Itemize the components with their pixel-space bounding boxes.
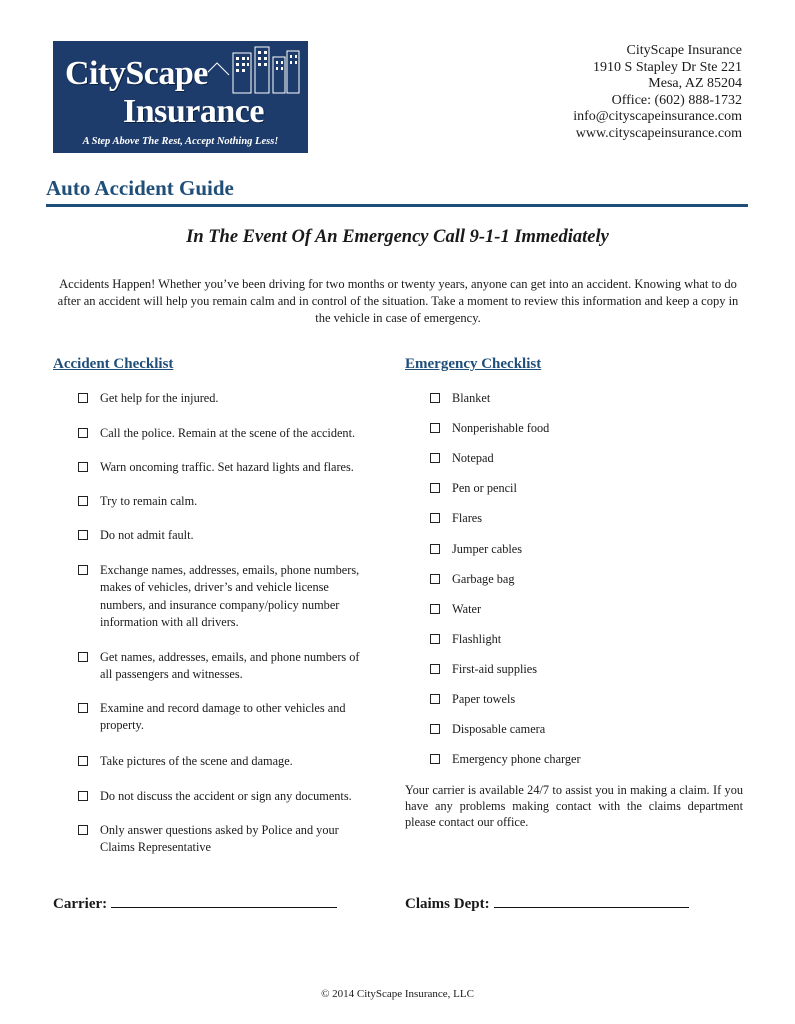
checklist-item-line: Examine and record damage to other vehicles and (100, 701, 346, 715)
address-company: CityScape Insurance (626, 43, 742, 58)
checklist-item-text (100, 527, 194, 544)
checklist-item-line: Try to remain calm. (100, 494, 198, 508)
emergency-checklist-heading: Emergency Checklist (405, 356, 542, 372)
checkbox[interactable] (430, 544, 440, 554)
checklist-item-text (100, 459, 354, 476)
checkbox[interactable] (430, 513, 440, 523)
checklist-item-line: numbers, and insurance company/policy number (100, 597, 340, 612)
checklist-item-text: Water (452, 601, 482, 616)
checkbox[interactable] (78, 825, 88, 835)
checkbox[interactable] (78, 428, 88, 438)
checkbox[interactable] (430, 453, 440, 463)
claims-dept-blank-line[interactable] (494, 893, 689, 908)
checkbox[interactable] (430, 724, 440, 734)
logo-line2: Insurance (123, 93, 264, 130)
checklist-item-line: information with all drivers. (100, 615, 239, 630)
checklist-item-text: Notepad (452, 451, 494, 466)
checklist-item-text: Flashlight (452, 631, 502, 646)
checklist-item-line: makes of vehicles, driver’s and vehicle license (100, 580, 329, 595)
title-divider (46, 204, 748, 207)
checklist-item-line: Get help for the injured. (100, 391, 219, 405)
checkbox[interactable] (430, 694, 440, 704)
checklist-item-text: Disposable camera (452, 722, 546, 737)
checklist-item-text (100, 753, 293, 770)
checkbox[interactable] (78, 791, 88, 801)
checkbox[interactable] (78, 703, 88, 713)
checkbox[interactable] (430, 664, 440, 674)
address-city: Mesa, AZ 85204 (648, 76, 742, 92)
checklist-item-line: Do not admit fault. (100, 528, 194, 542)
checkbox[interactable] (78, 462, 88, 472)
checklist-item-text: Blanket (452, 391, 491, 405)
checklist-item-text: Nonperishable food (452, 421, 550, 436)
address-phone: Office: (602) 888-1732 (611, 92, 742, 108)
checklist-item-line: Exchange names, addresses, emails, phone numbers, (100, 563, 360, 577)
checkbox[interactable] (430, 634, 440, 644)
checklist-item-text (100, 700, 346, 735)
checklist-item-line: Take pictures of the scene and damage. (100, 754, 293, 768)
checklist-item-text (100, 390, 219, 407)
checklist-item-text: Flares (452, 511, 483, 526)
checkbox[interactable] (430, 574, 440, 584)
address-street: 1910 S Stapley Dr Ste 221 (593, 59, 742, 75)
checkbox[interactable] (430, 393, 440, 403)
checklist-item-line: Claims Representative (100, 840, 211, 855)
checkbox[interactable] (430, 423, 440, 433)
checklist-item-text (100, 788, 352, 805)
checkbox[interactable] (78, 530, 88, 540)
company-logo (53, 41, 308, 153)
checklist-item-line: Get names, addresses, emails, and phone numbers of (100, 650, 360, 664)
checklist-item-text (100, 649, 360, 684)
carrier-label: Carrier: (53, 896, 108, 912)
checklist-item-text (100, 493, 197, 510)
intro-paragraph: Accidents Happen! Whether you’ve been driving for two months or twenty years, anyone can get into an accident. Knowing what to do after an accident will help you remain calm and in control of the situation. Take a moment to review this information and keep a copy in the vehicle in case of emergency. (57, 277, 739, 325)
checklist-item-text: Emergency phone charger (452, 752, 581, 767)
checklist-item-line: Only answer questions asked by Police and your (100, 823, 339, 837)
checklist-item-text (100, 562, 359, 632)
address-email[interactable]: info@cityscapeinsurance.com (573, 109, 742, 125)
page-title: Auto Accident Guide (46, 176, 234, 200)
carrier-field (53, 893, 337, 913)
copyright-footer: © 2014 CityScape Insurance, LLC (321, 988, 474, 1000)
claims-dept-label: Claims Dept: (405, 896, 490, 912)
checklist-item-text (100, 822, 339, 857)
checklist-item-text (100, 425, 355, 442)
checklist-item-text: Pen or pencil (452, 481, 517, 496)
checkbox[interactable] (78, 565, 88, 575)
carrier-blank-line[interactable] (111, 893, 337, 908)
logo-tagline: A Step Above The Rest, Accept Nothing Less! (82, 136, 279, 147)
checkbox[interactable] (78, 393, 88, 403)
checkbox[interactable] (78, 756, 88, 766)
checkbox[interactable] (430, 604, 440, 614)
checklist-item-text: Garbage bag (452, 571, 515, 586)
checklist-item-text: Paper towels (452, 692, 516, 706)
company-address (573, 43, 742, 143)
address-website[interactable]: www.cityscapeinsurance.com (575, 125, 742, 141)
checklist-item-line: all passengers and witnesses. (100, 667, 243, 682)
checklist-item-text: Jumper cables (452, 541, 522, 556)
checkbox[interactable] (78, 652, 88, 662)
accident-checklist-heading: Accident Checklist (53, 356, 174, 372)
skyline-icon (203, 45, 303, 95)
checkbox[interactable] (78, 496, 88, 506)
carrier-availability-note: Your carrier is available 24/7 to assist you in making a claim. If you have any problems making contact with the claims department please contact our office. (405, 783, 743, 829)
checkbox[interactable] (430, 754, 440, 764)
checklist-item-text: First-aid supplies (452, 661, 538, 676)
checklist-item-line: Call the police. Remain at the scene of the accident. (100, 426, 356, 440)
checklist-item-line: Do not discuss the accident or sign any documents. (100, 789, 352, 803)
checklist-item-line: property. (100, 718, 144, 733)
logo-line1: CityScape (65, 55, 208, 92)
checklist-item-line: Warn oncoming traffic. Set hazard lights and flares. (100, 460, 354, 474)
emergency-notice: In The Event Of An Emergency Call 9-1-1 Immediately (186, 227, 609, 247)
claims-dept-field (405, 893, 689, 913)
checkbox[interactable] (430, 483, 440, 493)
